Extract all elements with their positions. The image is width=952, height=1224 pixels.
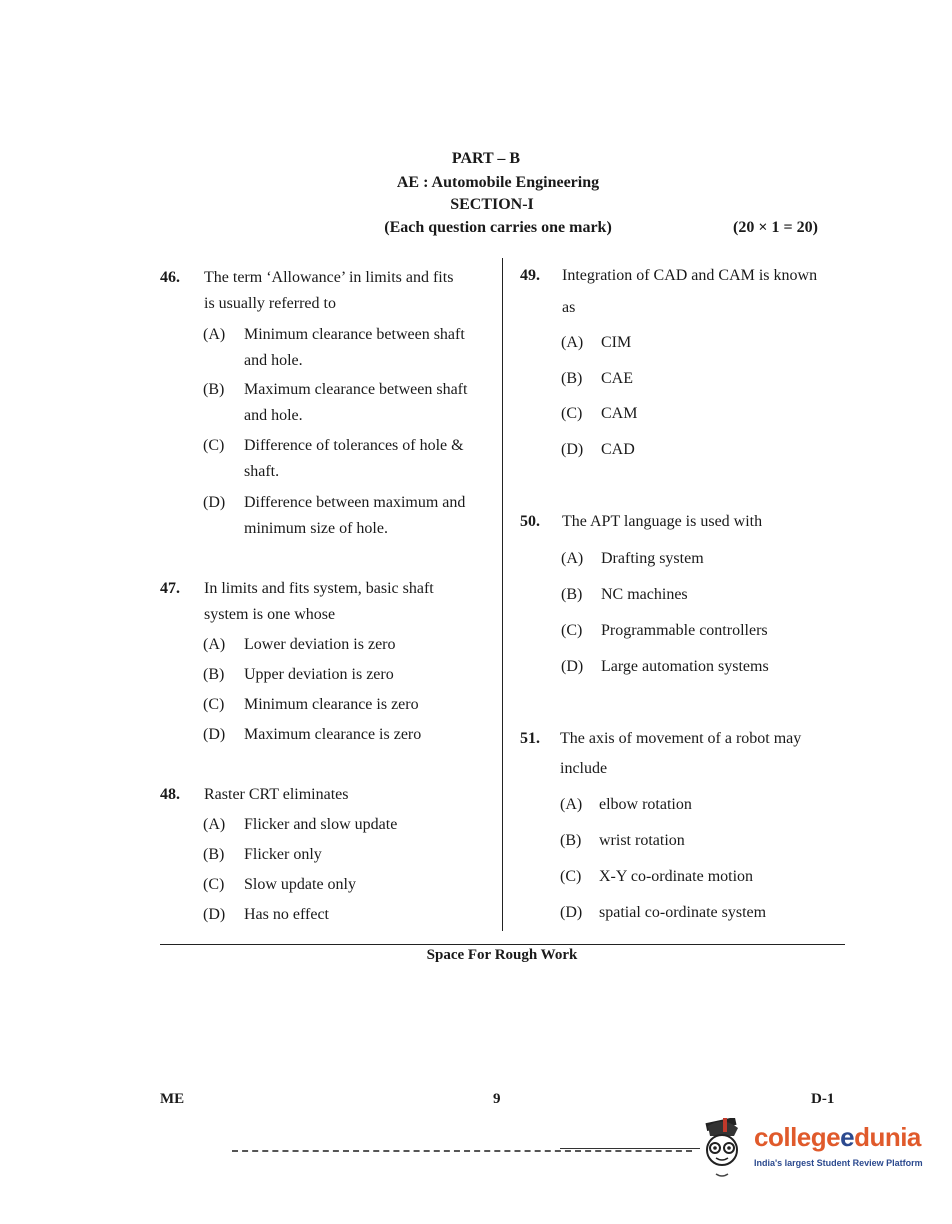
question-text: The APT language is used with <box>562 513 763 530</box>
logo-text-e: e <box>840 1122 855 1152</box>
question-number: 49. <box>520 267 540 284</box>
option-label: (B) <box>203 381 225 398</box>
question-text: include <box>560 760 608 777</box>
option-label: (A) <box>203 636 226 653</box>
question-text: is usually referred to <box>204 295 336 312</box>
option-51-a <box>560 792 840 818</box>
option-label: (D) <box>561 441 584 458</box>
option-text: minimum size of hole. <box>244 520 388 537</box>
option-text: Flicker and slow update <box>244 816 398 833</box>
mascot-icon <box>698 1118 752 1180</box>
option-51-c <box>560 864 840 890</box>
rough-work-divider <box>160 944 845 945</box>
option-49-a <box>561 330 841 356</box>
option-46-d <box>203 490 503 542</box>
option-label: (B) <box>560 832 582 849</box>
footer-subject-code: ME <box>160 1091 185 1107</box>
instruction-heading: (Each question carries one mark) <box>384 219 612 236</box>
option-46-c <box>203 433 503 485</box>
question-number: 46. <box>160 269 180 286</box>
option-47-b <box>203 662 503 688</box>
part-heading: PART – B <box>451 150 521 167</box>
option-label: (A) <box>203 326 226 343</box>
marks-total: (20 × 1 = 20) <box>733 219 818 236</box>
option-47-c <box>203 692 503 718</box>
subject-heading: AE : Automobile Engineering <box>396 174 600 191</box>
option-text: Flicker only <box>244 846 322 863</box>
option-50-c <box>561 618 841 644</box>
option-label: (D) <box>561 658 584 675</box>
option-50-b <box>561 582 841 608</box>
option-49-b <box>561 366 841 392</box>
option-label: (B) <box>561 586 583 603</box>
option-label: (C) <box>203 876 225 893</box>
option-48-b <box>203 842 503 868</box>
option-text: CIM <box>601 334 632 351</box>
option-51-b <box>560 828 840 854</box>
option-text: Difference of tolerances of hole & <box>244 437 464 454</box>
question-49 <box>520 263 850 323</box>
tear-line-solid <box>560 1148 700 1149</box>
option-label: (A) <box>560 796 583 813</box>
logo-text-dunia: dunia <box>854 1122 921 1152</box>
option-text: Lower deviation is zero <box>244 636 396 653</box>
tear-line <box>232 1150 692 1152</box>
option-46-a <box>203 322 503 374</box>
question-text: Raster CRT eliminates <box>204 786 349 803</box>
option-label: (B) <box>561 370 583 387</box>
option-text: NC machines <box>601 586 688 603</box>
option-text: Has no effect <box>244 906 329 923</box>
option-text: and hole. <box>244 407 303 424</box>
question-text: In limits and fits system, basic shaft <box>204 580 434 597</box>
option-text: elbow rotation <box>599 796 692 813</box>
option-text: Slow update only <box>244 876 356 893</box>
option-text: Programmable controllers <box>601 622 768 639</box>
option-label: (C) <box>561 405 583 422</box>
logo-text-college: college <box>754 1122 841 1152</box>
option-text: Upper deviation is zero <box>244 666 394 683</box>
option-48-c <box>203 872 503 898</box>
option-text: Minimum clearance is zero <box>244 696 419 713</box>
question-text: Integration of CAD and CAM is known <box>562 267 818 284</box>
option-text: Maximum clearance is zero <box>244 726 422 743</box>
option-label: (D) <box>203 906 226 923</box>
question-text: The axis of movement of a robot may <box>560 730 802 747</box>
option-label: (A) <box>203 816 226 833</box>
option-50-d <box>561 654 841 680</box>
option-47-a <box>203 632 503 658</box>
option-text: Drafting system <box>601 550 704 567</box>
option-label: (D) <box>203 726 226 743</box>
question-text: system is one whose <box>204 606 336 623</box>
booklet-code: D-1 <box>811 1091 835 1107</box>
option-label: (D) <box>203 494 226 511</box>
section-heading: SECTION-I <box>450 196 534 213</box>
logo-wordmark <box>754 1122 921 1153</box>
question-47 <box>160 576 495 636</box>
question-50 <box>520 509 850 535</box>
option-label: (B) <box>203 846 225 863</box>
option-47-d <box>203 722 503 748</box>
option-text: Maximum clearance between shaft <box>244 381 468 398</box>
option-text: CAM <box>601 405 638 422</box>
option-text: CAE <box>601 370 633 387</box>
option-text: and hole. <box>244 352 303 369</box>
question-48 <box>160 782 495 808</box>
option-text: spatial co-ordinate system <box>599 904 767 921</box>
option-49-c <box>561 401 841 427</box>
question-46 <box>160 265 495 325</box>
logo-tagline: India's largest Student Review Platform <box>754 1158 923 1168</box>
option-text: Difference between maximum and <box>244 494 466 511</box>
option-label: (C) <box>560 868 582 885</box>
option-text: CAD <box>601 441 635 458</box>
collegedunia-logo <box>698 1118 938 1190</box>
option-50-a <box>561 546 841 572</box>
option-text: wrist rotation <box>599 832 685 849</box>
question-number: 48. <box>160 786 180 803</box>
question-51 <box>520 726 850 786</box>
option-text: Large automation systems <box>601 658 769 675</box>
option-text: X-Y co-ordinate motion <box>599 868 754 885</box>
option-label: (A) <box>561 550 584 567</box>
rough-work-label: Space For Rough Work <box>426 947 578 963</box>
question-number: 47. <box>160 580 180 597</box>
option-label: (B) <box>203 666 225 683</box>
option-49-d <box>561 437 841 463</box>
question-text: The term ‘Allowance’ in limits and fits <box>204 269 454 286</box>
option-label: (C) <box>561 622 583 639</box>
option-label: (C) <box>203 437 225 454</box>
option-label: (D) <box>560 904 583 921</box>
option-label: (C) <box>203 696 225 713</box>
option-label: (A) <box>561 334 584 351</box>
option-46-b <box>203 377 503 429</box>
question-text: as <box>562 299 576 316</box>
question-number: 50. <box>520 513 540 530</box>
option-48-a <box>203 812 503 838</box>
option-48-d <box>203 902 503 928</box>
option-text: shaft. <box>244 463 280 480</box>
page-number: 9 <box>493 1091 501 1107</box>
option-text: Minimum clearance between shaft <box>244 326 465 343</box>
question-number: 51. <box>520 730 540 747</box>
option-51-d <box>560 900 840 926</box>
